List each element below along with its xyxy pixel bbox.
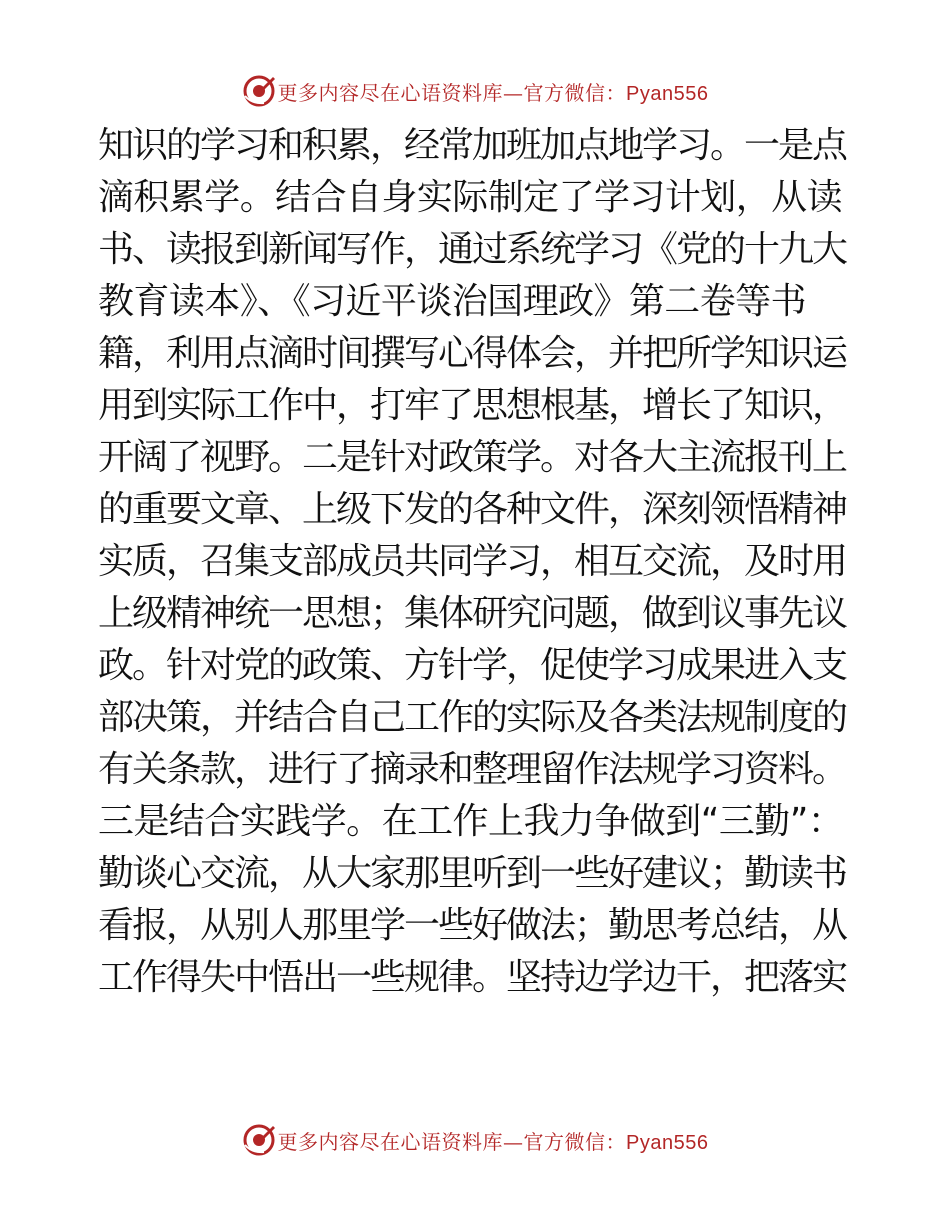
text-line: 知识的学习和积累，经常加班加点地学习。一是点 (98, 125, 847, 166)
watermark-label: 更多内容尽在心语资料库—官方微信： (277, 1129, 627, 1154)
text-line: 教育读本》、《习近平谈治国理政》第二卷等书 (98, 281, 807, 322)
pen-logo-icon (242, 74, 276, 108)
text-line: 开阔了视野。二是针对政策学。对各大主流报刊上 (98, 437, 847, 478)
text-line: 有关条款，进行了摘录和整理留作法规学习资料。 (98, 749, 847, 790)
footer-watermark (0, 1120, 950, 1160)
text-line: 看报，从别人那里学一些好做法；勤思考总结，从 (98, 905, 847, 946)
text-line: 书、读报到新闻写作，通过系统学习《党的十九大 (98, 229, 847, 270)
text-line: 的重要文章、上级下发的各种文件，深刻领悟精神 (98, 489, 847, 530)
text-line: 政。针对党的政策、方针学，促使学习成果进入支 (98, 645, 847, 686)
text-line: 实质，召集支部成员共同学习，相互交流，及时用 (98, 541, 847, 582)
watermark-text (278, 1126, 709, 1155)
watermark-label: 更多内容尽在心语资料库—官方微信： (277, 80, 627, 105)
document-body (98, 120, 858, 1004)
text-line: 部决策，并结合自己工作的实际及各类法规制度的 (98, 697, 847, 738)
text-line: 用到实际工作中，打牢了思想根基，增长了知识， (98, 385, 847, 426)
text-line: 勤谈心交流，从大家那里听到一些好建议；勤读书 (98, 853, 847, 894)
watermark-text (278, 77, 709, 106)
pen-logo-icon (242, 1123, 276, 1157)
text-line: 籍，利用点滴时间撰写心得体会，并把所学知识运 (98, 333, 847, 374)
watermark-handle: Pyan556 (626, 82, 709, 105)
header-watermark (0, 71, 950, 111)
text-line: 滴积累学。结合自身实际制定了学习计划，从读 (98, 177, 843, 218)
watermark-handle: Pyan556 (626, 1131, 709, 1154)
text-line: 工作得失中悟出一些规律。坚持边学边干，把落实 (98, 957, 847, 998)
text-line: 三是结合实践学。在工作上我力争做到“三勤”： (98, 801, 844, 842)
text-line: 上级精神统一思想；集体研究问题，做到议事先议 (98, 593, 847, 634)
